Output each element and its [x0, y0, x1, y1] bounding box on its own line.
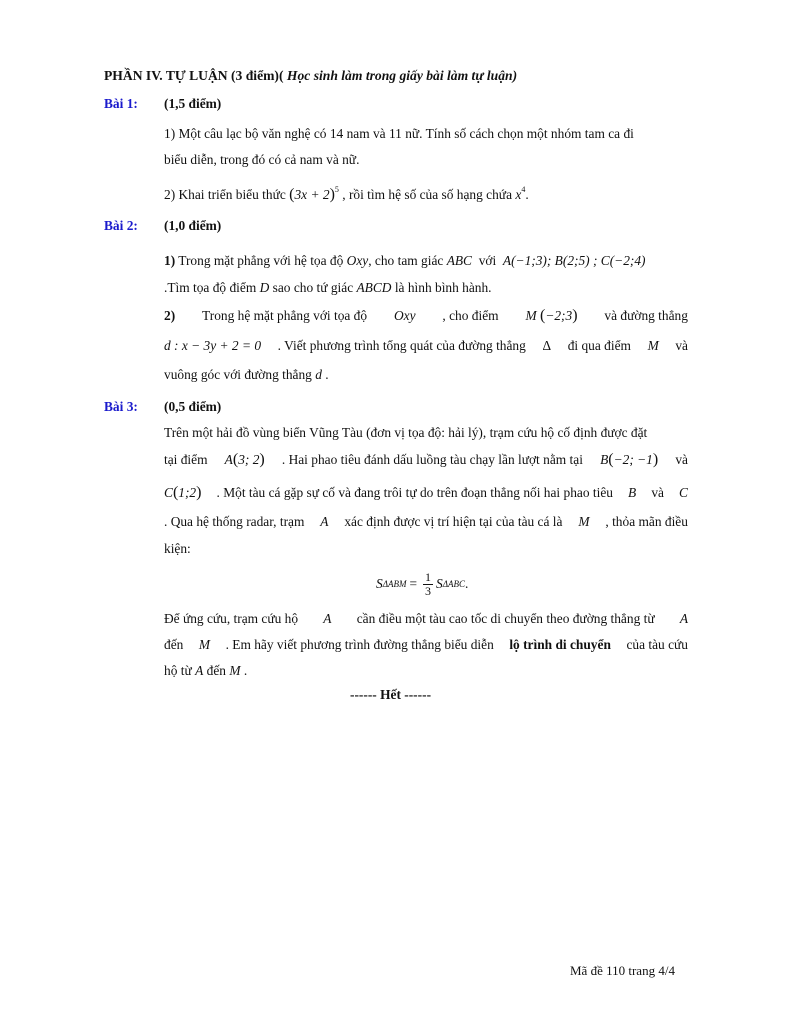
- bai3-label: Bài 3:: [104, 399, 138, 414]
- bai3-line5: kiện:: [164, 541, 191, 556]
- bai1-part1-line2: biểu diễn, trong đó có cả nam và nữ.: [164, 152, 360, 167]
- bai2-q2-line3: vuông góc với đường thẳng d .: [164, 367, 329, 382]
- bai2-q1-line1: 1) Trong mặt phẳng với hệ tọa độ Oxy, cho tam giác ABC với A(−1;3); B(2;5) ; C(−2;4): [164, 253, 646, 268]
- bai1-points: (1,5 điểm): [164, 96, 222, 111]
- bai3-line2: tại điểm A(3; 2) . Hai phao tiêu đánh dấu luồng tàu chạy lần lượt nằm tại B(−2; −1) và: [164, 451, 688, 468]
- section-title: PHẦN IV. TỰ LUẬN (3 điểm)( Học sinh làm trong giấy bài làm tự luận): [104, 68, 518, 83]
- bai2-points: (1,0 điểm): [164, 218, 222, 233]
- area-formula: S ΔABM = $\frac{1}{3}$ S ΔABC .: [376, 569, 469, 598]
- bai1-label: Bài 1:: [104, 96, 138, 111]
- bai3-line1: Trên một hải đồ vùng biển Vũng Tàu (đơn vị tọa độ: hải lý), trạm cứu hộ cố định được đặt: [164, 425, 648, 440]
- bai2-q2-line2: d : x − 3y + 2 = 0 . Viết phương trình tổng quát của đường thẳng Δ đi qua điểm M và: [164, 338, 688, 353]
- bai3-line7: đến M . Em hãy viết phương trình đường thẳng biểu diễn lộ trình di chuyển của tàu cứu: [164, 637, 688, 652]
- bai1-part1-line1: 1) Một câu lạc bộ văn nghệ có 14 nam và 11 nữ. Tính số cách chọn một nhóm tam ca đi: [164, 126, 634, 141]
- bai3-line8: hộ từ A đến M .: [164, 663, 248, 678]
- bai2-label: Bài 2:: [104, 218, 138, 233]
- page-footer: Mã đề 110 trang 4/4: [570, 963, 675, 978]
- end-marker: ------ Hết ------: [350, 687, 432, 702]
- bai3-line3: C(1;2) . Một tàu cá gặp sự cố và đang trôi tự do trên đoạn thẳng nối hai phao tiêu B và C: [164, 484, 688, 501]
- bai2-q1-line2: .Tìm tọa độ điểm D sao cho tứ giác ABCD là hình bình hành.: [164, 280, 492, 295]
- bai3-line6: Để ứng cứu, trạm cứu hộ A cần điều một tàu cao tốc di chuyển theo đường thẳng từ A: [164, 611, 688, 626]
- bai3-line4: . Qua hệ thống radar, trạm A xác định được vị trí hiện tại của tàu cá là M , thỏa mãn điều: [164, 514, 688, 529]
- bai2-q2-line1: 2) Trong hệ mặt phẳng với tọa độ Oxy , cho điểm M (−2;3) và đường thẳng: [164, 307, 688, 324]
- bai1-part2: 2) Khai triển biểu thức $(3x + 2)^5$ , rồi tìm hệ số của số hạng chứa $x^4$.: [164, 185, 529, 203]
- fraction-one-third: $\frac{1}{3}$: [425, 569, 432, 598]
- bai3-points: (0,5 điểm): [164, 399, 222, 414]
